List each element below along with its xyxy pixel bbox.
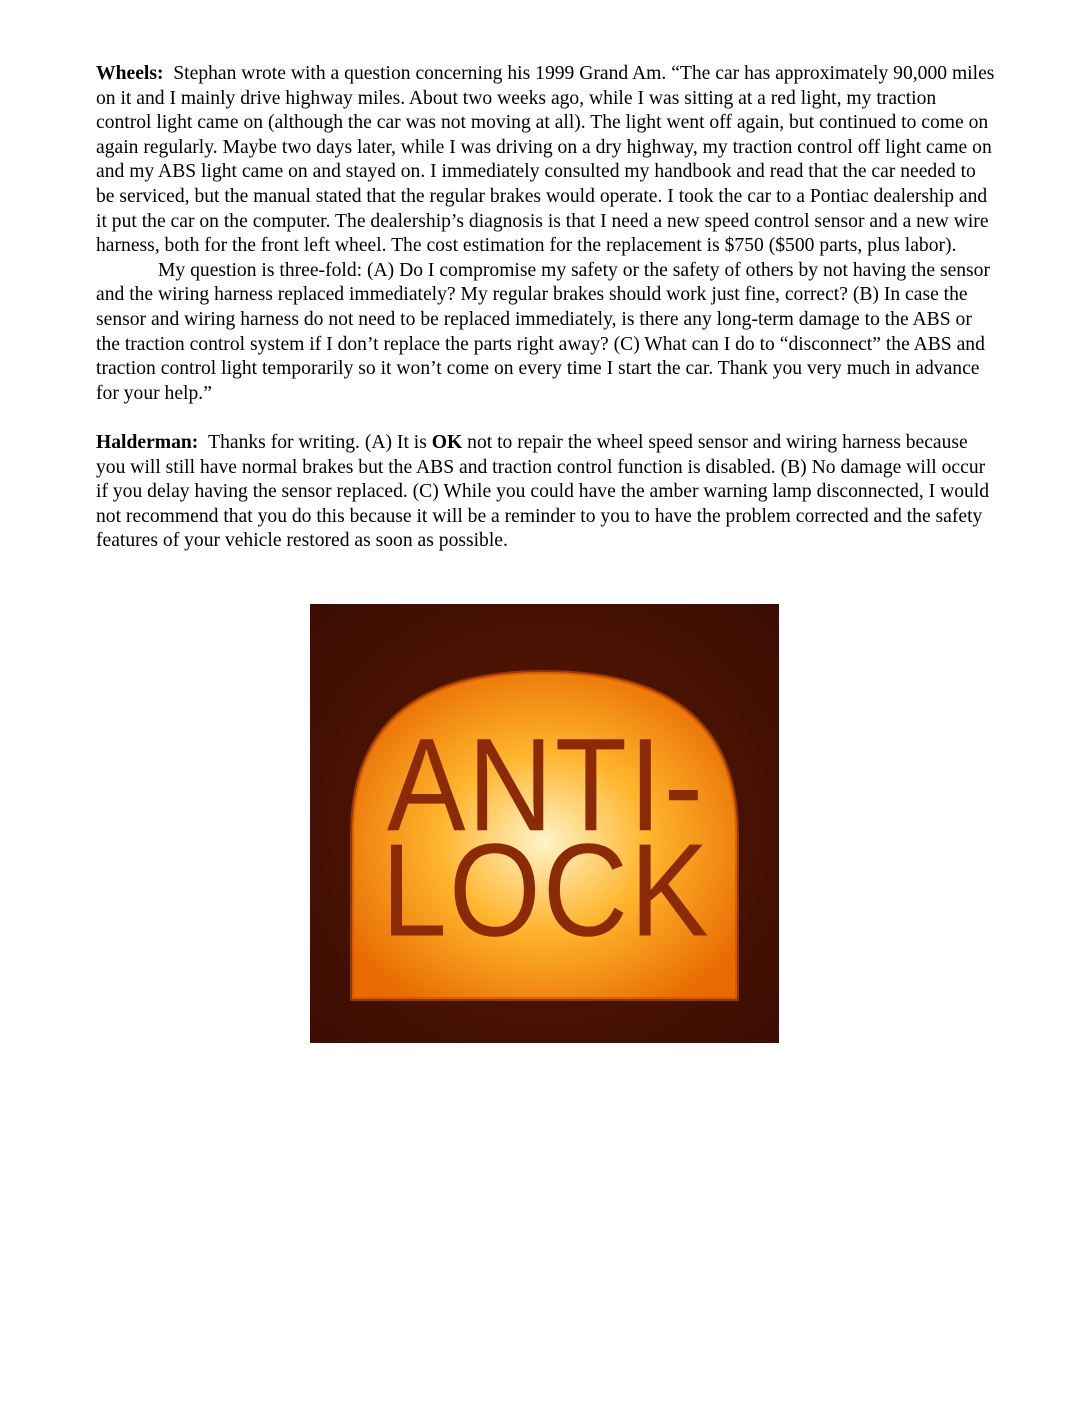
anti-lock-warning-photo	[310, 604, 779, 1043]
question-label: Wheels:	[96, 63, 164, 84]
anti-lock-lamp-image	[310, 604, 779, 1043]
lamp-text-line2: LOCK	[381, 816, 711, 965]
lamp-text-line1: ANTI-	[386, 711, 706, 859]
answer-text-start: Thanks for writing. (A) It is	[208, 431, 427, 453]
answer-text-end: not to repair the wheel speed sensor and wiring harness because you will still have normal brakes but the ABS and traction control function is disabled. (B) No damage will occur if you delay having the sensor replaced. (C) While you could have the amber warning lamp disconnected, I would not recommend that you do this because it will be a reminder to you to have the problem corrected and the safety features of your vehicle restored as soon as possible.	[96, 431, 990, 552]
question-paragraph	[96, 62, 996, 259]
question-text: Stephan wrote with a question concerning his 1999 Grand Am. “The car has approximately 90,000 miles on it and I mainly drive highway miles. About two weeks ago, while I was sitting at a red light, my traction control light came on (although the car was not moving at all). The light went off again, but continued to come on again regularly. Maybe two days later, while I was driving on a dry highway, my traction control off light came on and my ABS light came on and stayed on. I immediately consulted my handbook and read that the car needed to be serviced, but the manual stated that the regular brakes would operate. I took the car to a Pontiac dealership and it put the car on the computer. The dealership’s diagnosis is that I need a new speed control sensor and a new wire harness, both for the front left wheel. The cost estimation for the replacement is $750 ($500 parts, plus labor).	[96, 63, 995, 257]
article-body	[96, 62, 996, 554]
answer-paragraph	[96, 431, 996, 554]
answer-ok: OK	[431, 431, 463, 453]
question-text-2: My question is three-fold: (A) Do I compromise my safety or the safety of others by not having the sensor and the wiring harness replaced immediately? My regular brakes should work just fine, correct? (B) In case the sensor and wiring harness do not need to be replaced immediately, is there any long-term damage to the ABS or the traction control system if I don’t replace the parts right away? (C) What can I do to “disconnect” the ABS and traction control light temporarily so it won’t come on every time I start the car. Thank you very much in advance for your help.”	[96, 259, 991, 404]
question-paragraph-2	[96, 259, 996, 407]
paragraph-spacer	[96, 406, 996, 431]
answer-label: Halderman:	[96, 431, 199, 453]
